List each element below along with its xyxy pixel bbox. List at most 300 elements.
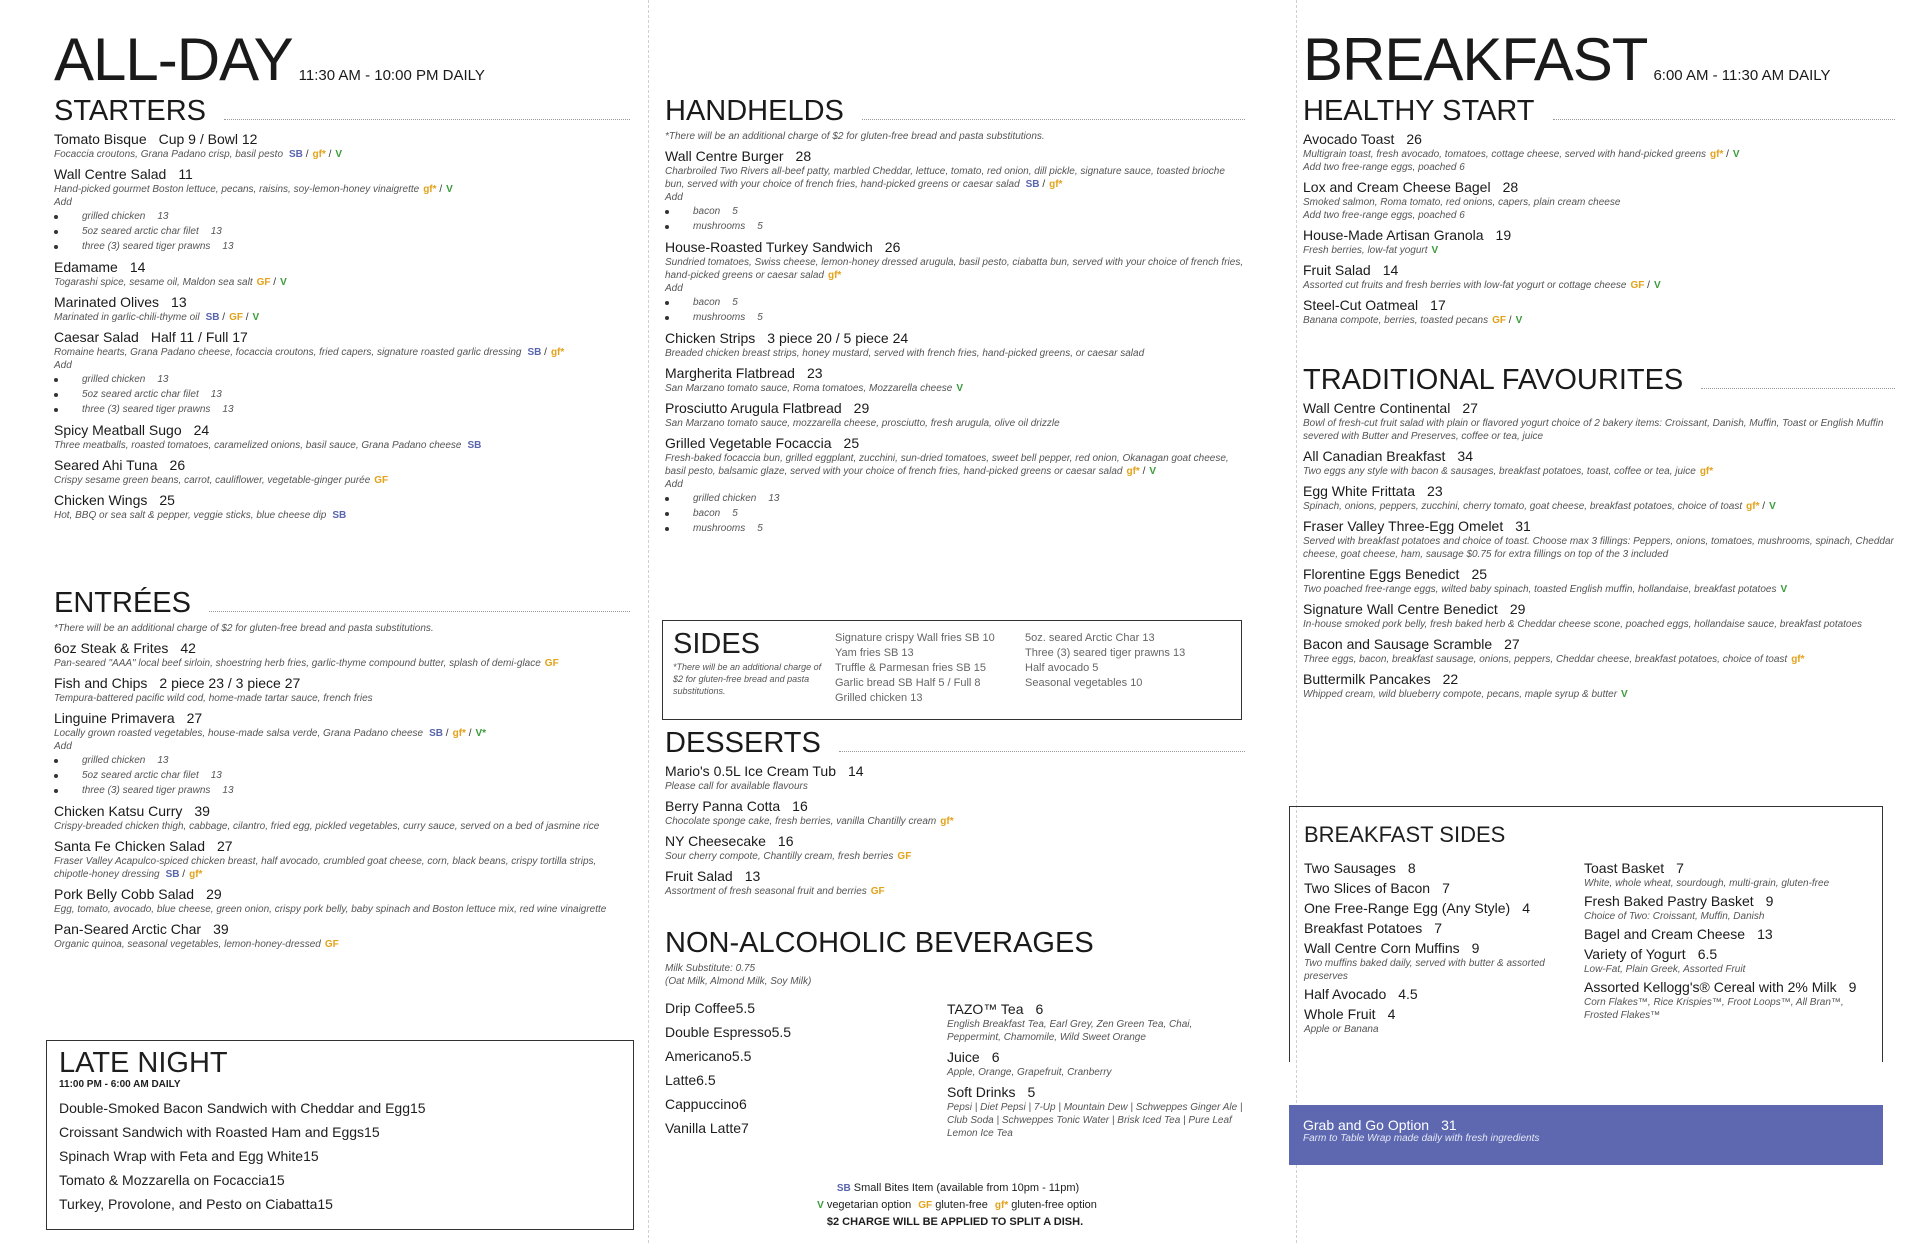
item-desc-text: Charbroiled Two Rivers all-beef patty, marbled Cheddar, lettuce, tomato, red onion, dill pickle, signature sauce, toasted brioche bun, served with your choice of french fries, hand-picked greens or caesar salad bbox=[665, 166, 1225, 190]
item-desc-text: Three meatballs, roasted tomatoes, caramelized onions, basil sauce, Grana Padano cheese bbox=[54, 440, 462, 451]
item-tags bbox=[370, 475, 388, 486]
add-on-price: 13 bbox=[157, 374, 169, 385]
item-desc-text: Whipped cream, wild blueberry compote, pecans, maple syrup & butter bbox=[1303, 689, 1618, 700]
item-tags bbox=[1776, 584, 1787, 595]
item-name: Fresh Baked Pastry Basket bbox=[1584, 893, 1754, 909]
dietary-tag: gf* bbox=[189, 869, 203, 880]
sides-item: Garlic bread SB Half 5 / Full 8 bbox=[835, 677, 981, 689]
sides-box bbox=[662, 620, 1242, 720]
sides-item: Seasonal vegetables 10 bbox=[1025, 677, 1143, 689]
item-desc bbox=[665, 165, 1245, 191]
item-price: 8 bbox=[1407, 860, 1416, 876]
item-name-row bbox=[665, 329, 1245, 347]
entrees-note: *There will be an additional charge of $2 for gluten-free bread and pasta substitutions. bbox=[54, 623, 434, 634]
item-desc bbox=[54, 183, 630, 196]
item-price: 9 bbox=[1765, 893, 1774, 909]
add-on-name: bacon bbox=[693, 508, 721, 519]
legend-split: $2 CHARGE WILL BE APPLIED TO SPLIT A DISH. bbox=[826, 1216, 1084, 1228]
item-desc-text: Three eggs, bacon, breakfast sausage, onions, peppers, Cheddar cheese, breakfast potatoes, choice of toast bbox=[1303, 654, 1788, 665]
item-name-row bbox=[54, 885, 630, 903]
item-desc-text: Smoked salmon, Roma tomato, red onions, capers, plain cream cheese bbox=[1303, 197, 1621, 208]
add-on-price: 13 bbox=[210, 389, 222, 400]
item-desc-text: Romaine hearts, Grana Padano cheese, focaccia croutons, fried capers, signature roasted garlic dressing bbox=[54, 347, 522, 358]
add-on-name: three (3) seared tiger prawns bbox=[82, 404, 211, 415]
item-tags bbox=[1428, 245, 1439, 256]
item-tags bbox=[321, 939, 339, 950]
tag-separator: / bbox=[1506, 315, 1512, 326]
healthy-title: HEALTHY START bbox=[1303, 95, 1535, 127]
item-name: House-Roasted Turkey Sandwich bbox=[665, 239, 873, 255]
dietary-tag: GF bbox=[544, 658, 559, 669]
item-price: 6.5 bbox=[1697, 946, 1718, 962]
item-name-row bbox=[54, 709, 630, 727]
add-on-item bbox=[665, 491, 1245, 506]
side-item bbox=[1584, 978, 1874, 1022]
item-desc bbox=[1303, 196, 1895, 209]
menu-item bbox=[54, 837, 630, 881]
item-desc bbox=[665, 452, 1245, 478]
side-name-row bbox=[1304, 939, 1574, 957]
item-name: Steel-Cut Oatmeal bbox=[1303, 297, 1419, 313]
item-tags bbox=[952, 383, 963, 394]
item-price: 29 bbox=[1509, 601, 1526, 617]
item-desc-text: Fresh-baked focaccia bun, grilled eggplant, zucchini, sun-dried tomatoes, sweet bell pepper, red onion, Okanagan goat cheese, basil pesto, balsamic glaze, served with your choice of french fries, hand-picked greens or caesar salad bbox=[665, 453, 1229, 477]
add-on-item bbox=[54, 753, 630, 768]
item-name: Chicken Strips bbox=[665, 330, 756, 346]
item-name-row bbox=[665, 147, 1245, 165]
item-desc bbox=[1303, 279, 1895, 292]
item-desc bbox=[665, 256, 1245, 282]
tag-separator: / bbox=[443, 728, 449, 739]
item-price: 5.5 bbox=[771, 1024, 792, 1040]
item-name: Croissant Sandwich with Roasted Ham and Eggs bbox=[59, 1124, 365, 1140]
dietary-tag: V bbox=[1732, 149, 1740, 160]
tag-separator: / bbox=[1723, 149, 1729, 160]
item-price: 16 bbox=[777, 833, 794, 849]
item-name: Marinated Olives bbox=[54, 294, 160, 310]
item-name-row bbox=[54, 293, 630, 311]
item-desc: Corn Flakes™, Rice Krispies™, Froot Loops™, All Bran™, Frosted Flakes™ bbox=[1584, 997, 1844, 1021]
side-item bbox=[1584, 859, 1874, 890]
legend-gfo-text: gluten-free option bbox=[1011, 1199, 1097, 1211]
dietary-tag: gf* bbox=[1126, 466, 1140, 477]
add-on-item bbox=[54, 387, 630, 402]
item-name: Buttermilk Pancakes bbox=[1303, 671, 1431, 687]
list-item bbox=[665, 1092, 925, 1116]
item-desc bbox=[54, 509, 630, 522]
item-price: 39 bbox=[194, 803, 210, 819]
item-tags bbox=[824, 270, 841, 281]
dietary-tag: gf* bbox=[1710, 149, 1724, 160]
item-name: Tomato & Mozzarella on Focaccia bbox=[59, 1172, 270, 1188]
item-desc-text: Tempura-battered pacific wild cod, home-made tartar sauce, french fries bbox=[54, 693, 373, 704]
menu-item bbox=[54, 802, 630, 833]
item-desc-text: Spinach, onions, peppers, zucchini, cherry tomato, goat cheese, breakfast potatoes, choice of toast bbox=[1303, 501, 1743, 512]
add-label: Add bbox=[665, 192, 683, 203]
dietary-tag: V bbox=[956, 383, 964, 394]
item-price: 14 bbox=[848, 763, 864, 779]
item-desc-text: San Marzano tomato sauce, Roma tomatoes, Mozzarella cheese bbox=[665, 383, 953, 394]
item-price: 15 bbox=[303, 1148, 319, 1164]
allday-hours: 11:30 AM - 10:00 PM DAILY bbox=[298, 67, 485, 84]
item-name: Drip Coffee bbox=[665, 1000, 736, 1016]
list-item bbox=[59, 1120, 621, 1144]
item-price: 25 bbox=[159, 492, 175, 508]
menu-item bbox=[54, 130, 630, 161]
dietary-tag: V bbox=[1780, 584, 1788, 595]
item-price: 3 piece 20 / 5 piece 24 bbox=[767, 330, 909, 346]
beverages-note-2: (Oat Milk, Almond Milk, Soy Milk) bbox=[665, 976, 812, 987]
bsides-right-list bbox=[1584, 857, 1874, 1022]
menu-item bbox=[54, 639, 630, 670]
dietary-tag: SB bbox=[205, 312, 220, 323]
item-name: Pork Belly Cobb Salad bbox=[54, 886, 195, 902]
item-desc bbox=[665, 417, 1245, 430]
item-desc-text: Pan-seared "AAA" local beef sirloin, shoestring herb fries, garlic-thyme compound butter, splash of demi-glace bbox=[54, 658, 541, 669]
add-on-item bbox=[54, 768, 630, 783]
allday-column bbox=[54, 0, 634, 1243]
dietary-tag: V bbox=[1515, 315, 1523, 326]
item-price: 13 bbox=[744, 868, 761, 884]
add-on-price: 13 bbox=[157, 755, 169, 766]
legend-gf: GF bbox=[918, 1200, 933, 1211]
add-on-name: three (3) seared tiger prawns bbox=[82, 785, 211, 796]
item-name: Egg White Frittata bbox=[1303, 483, 1416, 499]
item-name-row bbox=[665, 832, 1245, 850]
item-price: Cup 9 / Bowl 12 bbox=[158, 131, 258, 147]
dietary-tag: gf* bbox=[423, 184, 437, 195]
breakfast-header bbox=[1303, 26, 1831, 93]
item-desc-text: Fraser Valley Acapulco-spiced chicken breast, half avocado, crumbled goat cheese, corn, black beans, crispy tortilla strips, chipotle-honey dressing bbox=[54, 856, 597, 880]
dietary-tag: GF bbox=[324, 939, 339, 950]
item-desc bbox=[1303, 688, 1895, 701]
item-tags bbox=[541, 658, 559, 669]
breakfast-column bbox=[1303, 0, 1893, 1243]
legend-gfo: gf* bbox=[994, 1200, 1009, 1211]
breakfast-title: BREAKFAST bbox=[1303, 26, 1648, 93]
item-desc-text: Assorted cut fruits and fresh berries with low-fat yogurt or cottage cheese bbox=[1303, 280, 1627, 291]
item-desc bbox=[665, 850, 1245, 863]
menu-item bbox=[665, 434, 1245, 536]
item-price: Half 11 / Full 17 bbox=[150, 329, 248, 345]
menu-item bbox=[665, 147, 1245, 234]
item-name: Tomato Bisque bbox=[54, 131, 147, 147]
legend-sb: SB bbox=[836, 1183, 851, 1194]
add-on-item bbox=[54, 209, 630, 224]
menu-item bbox=[1303, 565, 1895, 596]
item-tags bbox=[419, 184, 453, 195]
add-label: Add bbox=[54, 360, 72, 371]
item-price: 6 bbox=[1035, 1001, 1044, 1017]
side-item bbox=[1304, 919, 1574, 937]
healthy-section bbox=[1303, 96, 1895, 327]
item-price: 6 bbox=[738, 1096, 747, 1112]
menu-item bbox=[947, 1083, 1247, 1140]
item-price: 7 bbox=[1434, 920, 1443, 936]
item-price: 2 piece 23 / 3 piece 27 bbox=[159, 675, 301, 691]
sides-title: SIDES bbox=[673, 628, 761, 660]
item-name: Pan-Seared Arctic Char bbox=[54, 921, 202, 937]
menu-item bbox=[1303, 482, 1895, 513]
item-name-row bbox=[54, 130, 630, 148]
item-tags bbox=[893, 851, 911, 862]
legend bbox=[665, 1180, 1245, 1230]
menu-item bbox=[54, 709, 630, 798]
item-name: 6oz Steak & Frites bbox=[54, 640, 169, 656]
item-name-row bbox=[947, 1048, 1247, 1066]
item-tags bbox=[1627, 280, 1661, 291]
add-on-price: 5 bbox=[732, 297, 738, 308]
menu-item bbox=[665, 329, 1245, 360]
item-desc-text: Bowl of fresh-cut fruit salad with plain or flavored yogurt choice of 2 bakery items: Croissant, Danish, Muffin, Toast or English Muffin severed with Butter and Preserves, coffee or tea, juice bbox=[1303, 418, 1884, 442]
tag-separator: / bbox=[179, 869, 186, 880]
item-name: Half Avocado bbox=[1304, 986, 1387, 1002]
desserts-section bbox=[665, 728, 1245, 898]
traditional-section bbox=[1303, 365, 1895, 701]
side-name-row bbox=[1584, 978, 1874, 996]
item-name-row bbox=[665, 762, 1245, 780]
dietary-tag: V bbox=[335, 149, 343, 160]
dietary-tag: gf* bbox=[1699, 466, 1714, 477]
menu-item bbox=[665, 867, 1245, 898]
breakfast-hours: 6:00 AM - 11:30 AM DAILY bbox=[1653, 67, 1831, 84]
item-name-row bbox=[1303, 178, 1895, 196]
side-item bbox=[1304, 985, 1574, 1003]
item-price: 24 bbox=[193, 422, 210, 438]
item-tags bbox=[1020, 179, 1063, 190]
add-on-price: 13 bbox=[210, 770, 222, 781]
legend-v: V bbox=[817, 1200, 824, 1211]
add-on-item bbox=[665, 506, 1245, 521]
side-item bbox=[1584, 892, 1874, 923]
tag-separator: / bbox=[302, 149, 309, 160]
item-name: Juice bbox=[947, 1049, 980, 1065]
item-price: 5 bbox=[1027, 1084, 1036, 1100]
add-on-item bbox=[54, 224, 630, 239]
item-name: All Canadian Breakfast bbox=[1303, 448, 1446, 464]
item-name: Linguine Primavera bbox=[54, 710, 175, 726]
item-tags bbox=[1617, 689, 1628, 700]
menu-item bbox=[54, 674, 630, 705]
item-desc-text: Locally grown roasted vegetables, house-made salsa verde, Grana Padano cheese bbox=[54, 728, 424, 739]
item-desc-text: Hand-picked gourmet Boston lettuce, pecans, raisins, soy-lemon-honey vinaigrette bbox=[54, 184, 420, 195]
add-on-name: grilled chicken bbox=[82, 755, 146, 766]
item-name: Assorted Kellogg's® Cereal with 2% Milk bbox=[1584, 979, 1837, 995]
item-price: 15 bbox=[410, 1100, 426, 1116]
menu-item bbox=[1303, 517, 1895, 561]
allday-title: ALL-DAY bbox=[54, 26, 293, 93]
dietary-tag: GF bbox=[1630, 280, 1645, 291]
add-on-item bbox=[665, 310, 1245, 325]
dietary-tag: V bbox=[1653, 280, 1661, 291]
menu-item bbox=[665, 238, 1245, 325]
add-on-name: mushrooms bbox=[693, 523, 746, 534]
item-price: 5.5 bbox=[735, 1000, 756, 1016]
dietary-tag: GF bbox=[897, 851, 912, 862]
item-price: 26 bbox=[169, 457, 186, 473]
item-desc-text: Please call for available flavours bbox=[665, 781, 808, 792]
dietary-tag: SB bbox=[1025, 179, 1040, 190]
menu-item bbox=[665, 762, 1245, 793]
item-desc bbox=[1303, 417, 1895, 443]
item-name: Turkey, Provolone, and Pesto on Ciabatta bbox=[59, 1196, 318, 1212]
column-divider bbox=[648, 0, 649, 1243]
item-price: 23 bbox=[1427, 483, 1443, 499]
tag-separator: / bbox=[1139, 466, 1146, 477]
item-desc bbox=[665, 885, 1245, 898]
item-desc-text: Assortment of fresh seasonal fruit and berries bbox=[665, 886, 867, 897]
item-desc: Two muffins baked daily, served with butter & assorted preserves bbox=[1304, 958, 1545, 982]
item-name-row bbox=[947, 1083, 1247, 1101]
menu-item bbox=[1303, 600, 1895, 631]
side-name-row bbox=[1304, 859, 1574, 877]
item-price: 28 bbox=[1502, 179, 1519, 195]
handhelds-title: HANDHELDS bbox=[665, 95, 844, 127]
beverages-left-list bbox=[665, 996, 925, 1140]
item-name: Spinach Wrap with Feta and Egg White bbox=[59, 1148, 304, 1164]
add-on-price: 13 bbox=[157, 211, 169, 222]
tag-separator: / bbox=[465, 728, 472, 739]
item-desc: Low-Fat, Plain Greek, Assorted Fruit bbox=[1584, 964, 1746, 975]
item-price: 16 bbox=[792, 798, 808, 814]
add-on-price: 13 bbox=[768, 493, 780, 504]
item-desc bbox=[54, 938, 630, 951]
add-on-item bbox=[54, 372, 630, 387]
middle-column bbox=[665, 0, 1244, 1243]
item-name-row bbox=[1303, 670, 1895, 688]
beverages-note: Milk Substitute: 0.75 bbox=[665, 963, 756, 974]
breakfast-sides-box bbox=[1289, 806, 1883, 1062]
item-name-row bbox=[54, 920, 630, 938]
item-price: 31 bbox=[1515, 518, 1531, 534]
side-name-row bbox=[1304, 879, 1574, 897]
legend-gf-text: gluten-free bbox=[935, 1199, 988, 1211]
item-desc-text: In-house smoked pork belly, fresh baked herb & Cheddar cheese scone, poached eggs, hollandaise sauce, breakfast potatoes bbox=[1303, 619, 1863, 630]
item-name: Margherita Flatbread bbox=[665, 365, 795, 381]
item-name-row bbox=[665, 399, 1245, 417]
item-name-row bbox=[54, 491, 630, 509]
item-name: House-Made Artisan Granola bbox=[1303, 227, 1484, 243]
grab-and-go-desc: Farm to Table Wrap made daily with fresh ingredients bbox=[1303, 1133, 1540, 1144]
menu-item bbox=[54, 456, 630, 487]
add-on-price: 5 bbox=[757, 312, 763, 323]
add-on-item bbox=[54, 239, 630, 254]
item-price: 9 bbox=[1471, 940, 1480, 956]
dietary-tag: V bbox=[446, 184, 453, 195]
item-desc-text: Pepsi | Diet Pepsi | 7-Up | Mountain Dew | Schweppes Ginger Ale | Club Soda | Schweppes Tonic Water | Brisk Iced Tea | Pure Leaf Lemon Ice Tea bbox=[947, 1102, 1243, 1139]
side-item bbox=[1304, 1005, 1574, 1036]
item-tags bbox=[253, 277, 287, 288]
item-price: 27 bbox=[1462, 400, 1478, 416]
item-price: 27 bbox=[216, 838, 233, 854]
dietary-tag: V bbox=[1149, 466, 1157, 477]
dietary-tag: gf* bbox=[1746, 501, 1760, 512]
item-price: 26 bbox=[1406, 131, 1422, 147]
add-label: Add bbox=[665, 283, 683, 294]
item-name: Fraser Valley Three-Egg Omelet bbox=[1303, 518, 1504, 534]
menu-item bbox=[1303, 261, 1895, 292]
item-tags bbox=[326, 510, 346, 521]
sides-item: Half avocado 5 bbox=[1025, 662, 1099, 674]
item-name: Caesar Salad bbox=[54, 329, 139, 345]
dietary-tag: V bbox=[1621, 689, 1628, 700]
item-price: 7 bbox=[741, 1120, 749, 1136]
item-price: 26 bbox=[884, 239, 901, 255]
item-name: Signature Wall Centre Benedict bbox=[1303, 601, 1498, 617]
side-item bbox=[1304, 899, 1574, 917]
item-tags bbox=[283, 149, 342, 160]
tag-separator: / bbox=[325, 149, 332, 160]
item-extra: Add two free-range eggs, poached 6 bbox=[1303, 162, 1465, 173]
item-desc bbox=[1303, 314, 1895, 327]
dietary-tag: gf* bbox=[452, 728, 466, 739]
dietary-tag: gf* bbox=[1791, 654, 1805, 665]
desserts-title: DESSERTS bbox=[665, 727, 821, 759]
item-desc-text: English Breakfast Tea, Earl Grey, Zen Green Tea, Chai, Peppermint, Chamomile, Wild Sweet Orange bbox=[947, 1019, 1193, 1043]
list-item bbox=[665, 1044, 925, 1068]
tag-separator: / bbox=[436, 184, 443, 195]
item-desc bbox=[947, 1066, 1247, 1079]
item-tags bbox=[936, 816, 953, 827]
item-price: 28 bbox=[795, 148, 812, 164]
add-on-item bbox=[54, 402, 630, 417]
item-name: Fish and Chips bbox=[54, 675, 148, 691]
add-on-price: 13 bbox=[222, 241, 234, 252]
item-desc bbox=[665, 780, 1245, 793]
add-label: Add bbox=[54, 197, 72, 208]
item-name: Soft Drinks bbox=[947, 1084, 1016, 1100]
item-price: 22 bbox=[1442, 671, 1459, 687]
item-price: 4 bbox=[1387, 1006, 1396, 1022]
sides-item bbox=[1025, 691, 1225, 706]
item-name: Mario's 0.5L Ice Cream Tub bbox=[665, 763, 837, 779]
menu-item bbox=[665, 399, 1245, 430]
tag-separator: / bbox=[219, 312, 226, 323]
starters-list bbox=[54, 130, 630, 522]
item-desc-text: Fresh berries, low-fat yogurt bbox=[1303, 245, 1428, 256]
item-tags bbox=[1742, 501, 1776, 512]
item-desc-text: Togarashi spice, sesame oil, Maldon sea salt bbox=[54, 277, 253, 288]
tag-separator: / bbox=[1039, 179, 1046, 190]
add-on-price: 5 bbox=[732, 508, 738, 519]
dietary-tag: gf* bbox=[312, 149, 326, 160]
side-name-row bbox=[1584, 859, 1874, 877]
menu-item bbox=[54, 165, 630, 254]
item-name-row bbox=[54, 456, 630, 474]
menu-item bbox=[1303, 226, 1895, 257]
add-on-price: 13 bbox=[222, 404, 234, 415]
grab-and-go-name: Grab and Go Option bbox=[1303, 1117, 1430, 1133]
item-name: Chicken Wings bbox=[54, 492, 148, 508]
item-desc bbox=[1303, 535, 1895, 561]
item-name: Seared Ahi Tuna bbox=[54, 457, 158, 473]
item-desc-text: Sour cherry compote, Chantilly cream, fresh berries bbox=[665, 851, 894, 862]
add-on-item bbox=[665, 295, 1245, 310]
item-price: 9 bbox=[1848, 979, 1857, 995]
item-name-row bbox=[54, 639, 630, 657]
item-price: 15 bbox=[364, 1124, 380, 1140]
item-name-row bbox=[1303, 635, 1895, 653]
add-on-name: grilled chicken bbox=[82, 211, 146, 222]
dietary-tag: gf* bbox=[940, 816, 954, 827]
add-on-item bbox=[665, 521, 1245, 536]
item-desc bbox=[1303, 618, 1895, 631]
item-desc-text: Crispy-breaded chicken thigh, cabbage, cilantro, fried egg, pickled vegetables, curry sauce, served on a bed of jasmine rice bbox=[54, 821, 600, 832]
item-desc-text: Apple, Orange, Grapefruit, Cranberry bbox=[947, 1067, 1112, 1078]
item-price: 15 bbox=[317, 1196, 333, 1212]
add-on-price: 13 bbox=[222, 785, 234, 796]
item-name-row bbox=[665, 797, 1245, 815]
